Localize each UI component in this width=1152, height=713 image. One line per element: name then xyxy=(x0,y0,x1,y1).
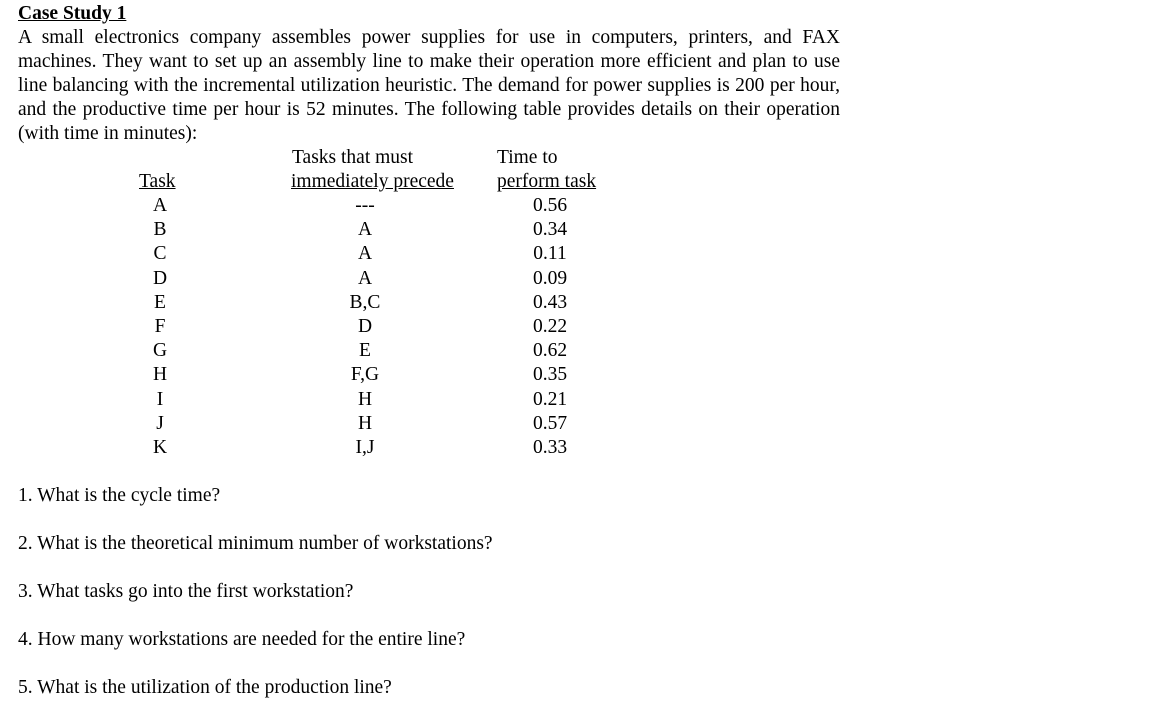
header-time-line1: Time to xyxy=(497,147,558,168)
time-cell: 0.09 xyxy=(532,267,568,289)
time-cell: 0.22 xyxy=(532,315,568,337)
task-cell: K xyxy=(152,436,168,458)
task-column xyxy=(140,194,180,460)
task-cell: I xyxy=(156,388,164,410)
case-study-title: Case Study 1 xyxy=(18,3,127,24)
question-3: 3. What tasks go into the first workstation? xyxy=(18,581,354,602)
task-cell: J xyxy=(156,412,164,434)
header-precede-line2: immediately precede xyxy=(291,171,454,192)
task-cell: B xyxy=(153,219,167,241)
task-cell: H xyxy=(152,364,168,386)
time-cell: 0.35 xyxy=(532,364,568,386)
time-column xyxy=(520,194,580,460)
time-cell: 0.43 xyxy=(532,291,568,313)
precede-cell: F,G xyxy=(350,364,380,386)
header-precede-line1: Tasks that must xyxy=(292,147,414,168)
header-task: Task xyxy=(139,171,176,192)
question-2: 2. What is the theoretical minimum number of workstations? xyxy=(18,533,493,554)
time-cell: 0.34 xyxy=(532,219,568,241)
question-5: 5. What is the utilization of the production line? xyxy=(18,677,392,698)
task-cell: C xyxy=(153,243,167,265)
precede-cell: H xyxy=(357,388,373,410)
task-cell: E xyxy=(154,291,166,313)
question-4: 4. How many workstations are needed for the entire line? xyxy=(18,629,466,650)
time-cell: 0.56 xyxy=(532,195,568,216)
task-cell: D xyxy=(152,267,168,289)
time-cell: 0.62 xyxy=(532,340,568,362)
question-1: 1. What is the cycle time? xyxy=(18,485,221,506)
precede-cell: A xyxy=(357,243,373,265)
precede-cell: A xyxy=(357,219,373,241)
task-cell: A xyxy=(152,195,168,216)
precede-cell: --- xyxy=(355,195,375,216)
header-time-line2: perform task xyxy=(497,171,597,192)
precede-cell: A xyxy=(357,267,373,289)
time-cell: 0.57 xyxy=(532,412,568,434)
intro-paragraph: A small electronics company assembles power supplies for use in computers, printers, and FAX machines. They want to set up an assembly line to make their operation more efficient and plan to use line balancing with the incremental utilization heuristic. The demand for power supplies is 200 per hour, and the productive time per hour is 52 minutes. The following table provides details on their operation (with time in minutes): xyxy=(18,27,840,144)
precede-cell: E xyxy=(359,340,371,362)
task-cell: F xyxy=(154,315,166,337)
precede-cell: I,J xyxy=(355,436,375,458)
time-cell: 0.11 xyxy=(533,243,567,265)
precede-cell: D xyxy=(357,315,373,337)
time-cell: 0.33 xyxy=(532,436,568,458)
precede-cell: H xyxy=(357,412,373,434)
precede-cell: B,C xyxy=(349,291,381,313)
time-cell: 0.21 xyxy=(532,388,568,410)
precede-column xyxy=(330,194,400,460)
task-cell: G xyxy=(152,340,168,362)
